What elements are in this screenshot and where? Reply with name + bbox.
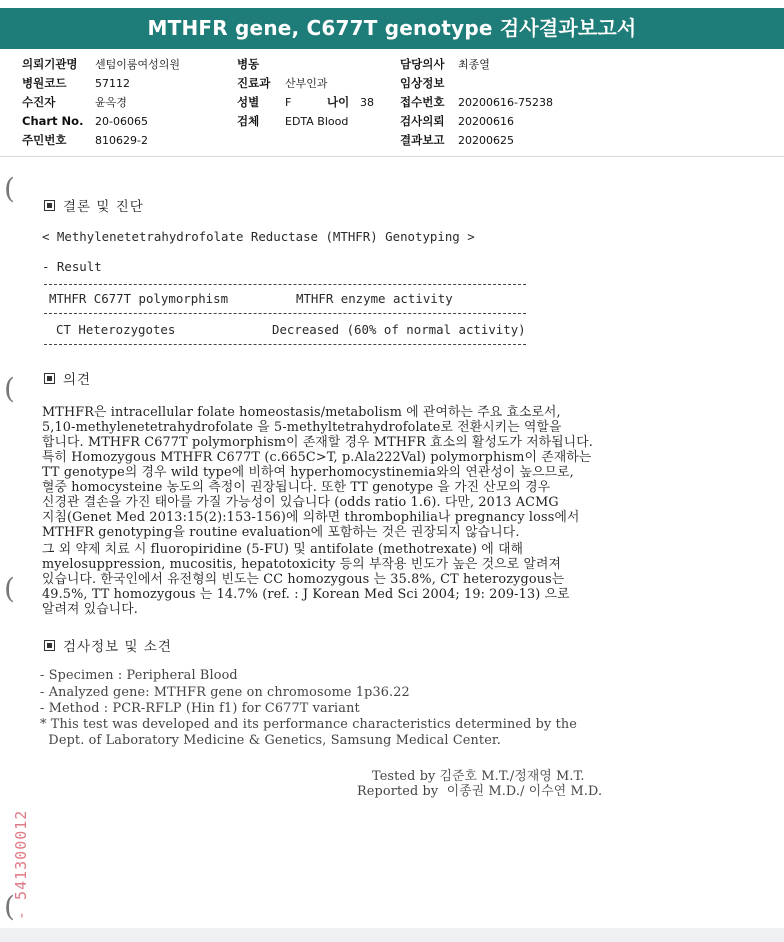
patient-info-table: 의뢰기관명 센텀이룸여성의원 병원코드 57112 수진자 윤옥경 Chart No. 20-06065 주민번호 810629-2 병동 진료과 산부인과 성별 F 나이 38 검체 EDTA Blood 담당의사 최종열 임상정보 접수번호 20200616-75238 검사의뢰 20200616 결과보고 20200625 [22,57,553,147]
table-value-genotype: CT Heterozygotes [56,322,176,337]
table-value-activity: Decreased (60% of normal activity) [272,322,526,337]
table-rule [44,344,526,345]
opinion-line: 5,10-methylenetetrahydrofolate 을 5-methyltetrahydrofolate로 전환시키는 역할을 [42,420,562,435]
table-rule [44,313,526,314]
opinion-line: 혈중 homocysteine 농도의 측정이 권장됩니다. 또한 TT genotype 을 가진 산모의 경우 [42,480,551,495]
opinion-line: 알려져 있습니다. [42,602,139,617]
barcode-number: - 541300012 [12,809,30,920]
reported-by: Reported by 이종권 M.D./ 이수연 M.D. [357,784,603,799]
report-title: MTHFR gene, C677T genotype 검사결과보고서 [0,8,784,49]
test-info-line: - Analyzed gene: MTHFR gene on chromosome 1p36.22 [40,685,410,700]
opinion-line: 49.5%, TT homozygous 는 14.7% (ref. : J Korean Med Sci 2004; 19: 209-13) 으로 [42,587,570,602]
table-header-enzyme: MTHFR enzyme activity [296,291,453,306]
divider [0,156,784,157]
opinion-line: 신경관 결손을 가진 태아를 가질 가능성이 있습니다 (odds ratio 1.6). 다만, 2013 ACMG [42,495,559,510]
opinion-line: 특히 Homozygous MTHFR C677T (c.665C>T, p.Ala222Val) polymorphism이 존재하는 [42,450,592,465]
scan-mark: ( [4,372,15,405]
opinion-line: 있습니다. 한국인에서 유전형의 빈도는 CC homozygous 는 35.8%, CT heterozygous는 [42,572,565,587]
scan-mark: ( [4,172,15,205]
opinion-line: MTHFR genotyping을 routine evaluation에 포함하는 것은 권장되지 않습니다. [42,525,520,540]
test-info-line: - Method : PCR-RFLP (Hin f1) for C677T variant [40,701,360,716]
bottom-scroll-area [0,928,784,942]
checkbox-square-icon [44,640,55,651]
result-label: - Result [42,259,102,274]
section-opinion-heading: 의견 [44,368,91,388]
tested-by: Tested by 김준호 M.T./정재영 M.T. [372,769,585,784]
table-header-polymorphism: MTHFR C677T polymorphism [49,291,229,306]
opinion-line: 그 외 약제 치료 시 fluoropiridine (5-FU) 및 antifolate (methotrexate) 에 대해 [42,542,524,557]
opinion-line: TT genotype의 경우 wild type에 비하여 hyperhomocystinemia와의 연관성이 높으므로, [42,465,574,480]
opinion-line: 합니다. MTHFR C677T polymorphism이 존재할 경우 MTHFR 효소의 활성도가 저하됩니다. [42,435,593,450]
scan-mark: ( [4,890,15,923]
opinion-line: 지침(Genet Med 2013:15(2):153-156)에 의하면 thrombophilia나 pregnancy loss에서 [42,510,580,525]
test-info-line: - Specimen : Peripheral Blood [40,668,238,683]
opinion-line: myelosuppression, mucositis, hepatotoxicity 등의 부작용 빈도가 높은 것으로 알려져 [42,557,561,572]
checkbox-square-icon [44,373,55,384]
test-info-line: Dept. of Laboratory Medicine & Genetics, Samsung Medical Center. [40,733,502,748]
test-info-line: * This test was developed and its performance characteristics determined by the [40,717,578,732]
section-conclusion-heading: 결론 및 진단 [44,195,144,215]
opinion-line: MTHFR은 intracellular folate homeostasis/metabolism 에 관여하는 주요 효소로서, [42,405,561,420]
genotyping-title: < Methylenetetrahydrofolate Reductase (MTHFR) Genotyping > [42,229,475,244]
section-test-info-heading: 검사정보 및 소견 [44,635,172,655]
checkbox-square-icon [44,200,55,211]
scan-mark: ( [4,572,15,605]
table-rule [44,284,526,285]
